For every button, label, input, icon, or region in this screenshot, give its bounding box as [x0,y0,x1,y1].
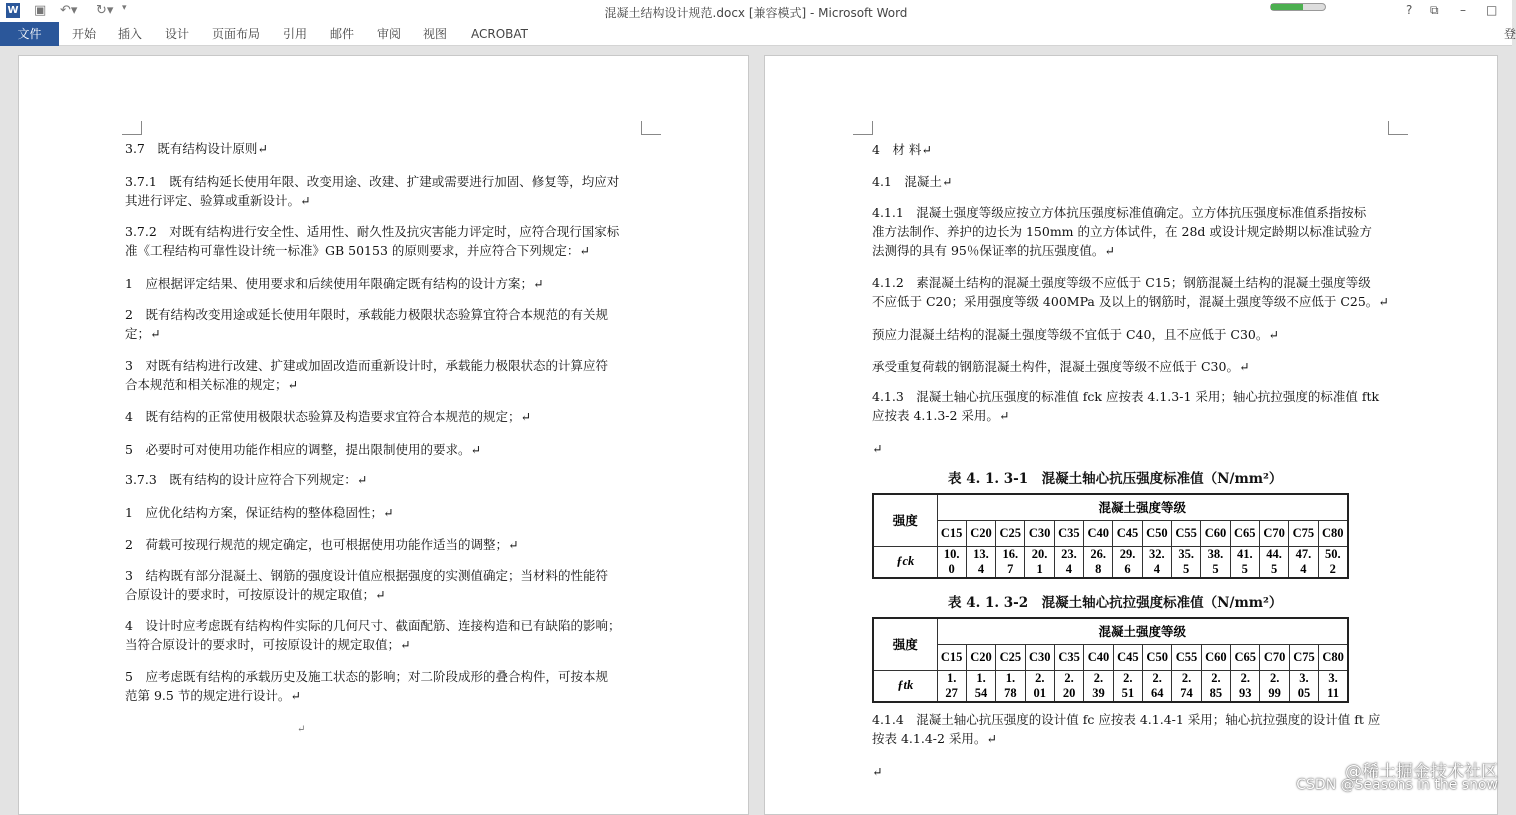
paragraph-line: 4 既有结构的正常使用极限状态验算及构造要求宜符合本规范的规定；↵ [125,409,531,424]
paragraph-line: 合原设计的要求时，可按原设计的规定取值；↵ [125,587,386,602]
paragraph-line: 不应低于 C20；采用强度等级 400MPa 及以上的钢筋时，混凝土强度等级不应低于 C25。↵ [872,294,1389,309]
grade-cell: C60 [1201,644,1230,670]
tab-file[interactable]: 文件 [0,22,59,46]
grade-cell: C30 [1025,644,1054,670]
paragraph-line: 准方法制作、养护的边长为 150mm 的立方体试件，在 28d 或设计规定龄期以标准试验方 [872,224,1372,239]
value-cell: 35. 5 [1172,546,1201,578]
value-cell: 32. 4 [1142,546,1171,578]
tab-design[interactable]: 设计 [165,27,190,41]
customize-qat-icon[interactable]: ▾ [122,3,127,13]
grade-cell: C40 [1084,520,1113,546]
grade-cell: C45 [1113,644,1142,670]
paragraph-line: 预应力混凝土结构的混凝土强度等级不宜低于 C40，且不应低于 C30。↵ [872,327,1279,342]
value-cell: 1. 27 [937,670,966,702]
grade-cell: C35 [1054,520,1083,546]
paragraph-line: 范第 9.5 节的规定进行设计。↵ [125,688,301,703]
watermark-csdn: CSDN @Seasons in the snow [1296,777,1498,793]
tab-insert[interactable]: 插入 [118,27,143,41]
grade-cell: C15 [937,644,966,670]
strength-table [872,493,1349,579]
paragraph-line: 4.1.3 混凝土轴心抗压强度的标准值 fck 应按表 4.1.3-1 采用；轴心抗拉强度的标准值 ftk [872,389,1380,404]
value-cell: 16. 7 [996,546,1025,578]
grade-cell: C40 [1084,644,1113,670]
group-header: 混凝土强度等级 [937,494,1348,520]
window-title: 混凝土结构设计规范.docx [兼容模式] - Microsoft Word [604,6,908,20]
value-cell: 10. 0 [937,546,966,578]
table-row [873,520,1348,546]
progress-bar [1270,3,1326,11]
value-cell: 2. 74 [1172,670,1201,702]
grade-cell: C75 [1289,644,1318,670]
paragraph-line: 1 应优化结构方案，保证结构的整体稳固性；↵ [125,505,394,520]
sign-in-link[interactable]: 登 [1504,27,1516,41]
grade-cell: C55 [1172,520,1201,546]
grade-cell: C70 [1260,644,1289,670]
value-cell: 2. 85 [1201,670,1230,702]
value-cell: 44. 5 [1259,546,1288,578]
paragraph-line: 1 应根据评定结果、使用要求和后续使用年限确定既有结构的设计方案；↵ [125,276,544,291]
paragraph-line: 准《工程结构可靠性设计统一标准》GB 50153 的原则要求，并应符合下列规定：↵ [125,243,590,258]
paragraph-line: 2 既有结构改变用途或延长使用年限时，承载能力极限状态验算宜符合本规范的有关规 [125,307,608,322]
value-cell: 2. 39 [1084,670,1113,702]
value-cell: 1. 78 [996,670,1025,702]
value-cell: 47. 4 [1289,546,1318,578]
value-cell: 26. 8 [1084,546,1113,578]
table-row [873,618,1348,644]
grade-cell: C35 [1054,644,1083,670]
value-cell: 2. 99 [1260,670,1289,702]
grade-cell: C60 [1201,520,1230,546]
watermark-juejin: @稀土掘金技术社区 [1345,762,1498,782]
minimize-button[interactable]: – [1460,3,1466,17]
grade-cell: C25 [996,520,1025,546]
value-cell: 41. 5 [1230,546,1259,578]
tab-home[interactable]: 开始 [72,27,97,41]
paragraph-line: 4.1.1 混凝土强度等级应按立方体抗压强度标准值确定。立方体抗压强度标准值系指按标 [872,205,1367,220]
table-caption: 表 4. 1. 3-2 混凝土轴心抗拉强度标准值（N/mm²） [948,595,1283,611]
paragraph-line: 4 设计时应考虑既有结构构件实际的几何尺寸、截面配筋、连接构造和已有缺陷的影响； [125,618,621,633]
value-cell: 29. 6 [1113,546,1142,578]
ribbon-display-button[interactable]: ⧉ [1430,3,1439,17]
grade-cell: C55 [1172,644,1201,670]
grade-cell: C15 [937,520,966,546]
paragraph-line: 3 对既有结构进行改建、扩建或加固改造而重新设计时，承载能力极限状态的计算应符 [125,358,608,373]
paragraph-line: 3.7.3 既有结构的设计应符合下列规定：↵ [125,472,368,487]
paragraph-line: 4 材 料↵ [872,142,932,157]
value-cell: 13. 4 [966,546,995,578]
paragraph-line: 当符合原设计的要求时，可按原设计的规定取值；↵ [125,637,411,652]
paragraph-line: 3 结构既有部分混凝土、钢筋的强度设计值应根据强度的实测值确定；当材料的性能符 [125,568,608,583]
tab-acrobat[interactable]: ACROBAT [471,27,528,41]
grade-cell: C50 [1142,520,1171,546]
paragraph-line: 应按表 4.1.3-2 采用。↵ [872,408,1010,423]
paragraph-line: ↵ [872,764,883,779]
row-header: 强度 [873,494,937,546]
value-cell: 2. 93 [1231,670,1260,702]
grade-cell: C65 [1231,644,1260,670]
paragraph-line: 5 必要时可对使用功能作相应的调整，提出限制使用的要求。↵ [125,442,481,457]
paragraph-line: 4.1.4 混凝土轴心抗压强度的设计值 fc 应按表 4.1.4-1 采用；轴心抗拉强度的设计值 ft 应 [872,712,1381,727]
paragraph-line: 合本规范和相关标准的规定；↵ [125,377,298,392]
grade-cell: C30 [1025,520,1054,546]
value-cell: 3. 11 [1319,670,1348,702]
paragraph-line: 定；↵ [125,326,161,341]
value-cell: 20. 1 [1025,546,1054,578]
value-cell: 50. 2 [1318,546,1348,578]
table-row [873,494,1348,520]
paragraph-line: ↵ [872,441,883,456]
table-row [873,670,1348,702]
grade-cell: C75 [1289,520,1318,546]
grade-cell: C25 [996,644,1025,670]
tab-mailings[interactable]: 邮件 [330,27,355,41]
value-cell: 3. 05 [1289,670,1318,702]
paragraph-line: 承受重复荷载的钢筋混凝土构件，混凝土强度等级不应低于 C30。↵ [872,359,1250,374]
paragraph-line: 2 荷载可按现行规范的规定确定，也可根据使用功能作适当的调整；↵ [125,537,519,552]
help-button[interactable]: ? [1406,3,1413,17]
paragraph-line: 3.7.1 既有结构延长使用年限、改变用途、改建、扩建或需要进行加固、修复等，均应对 [125,174,620,189]
tab-view[interactable]: 视图 [423,27,448,41]
paragraph-line: 4.1 混凝土↵ [872,174,953,189]
redo-icon[interactable]: ↻▾ [96,3,114,18]
paragraph-line: 按表 4.1.4-2 采用。↵ [872,731,997,746]
table-row [873,644,1348,670]
value-cell: 23. 4 [1054,546,1083,578]
maximize-button[interactable]: □ [1486,3,1498,17]
grade-cell: C45 [1113,520,1142,546]
grade-cell: C20 [966,520,995,546]
symbol-cell: ƒtk [873,670,937,702]
paragraph-line: 3.7.2 对既有结构进行安全性、适用性、耐久性及抗灾害能力评定时，应符合现行国家标 [125,224,620,239]
word-app-icon: W [7,5,19,16]
grade-cell: C20 [966,644,995,670]
table-row [873,546,1348,578]
paragraph-line: 其进行评定、验算或重新设计。↵ [125,193,311,208]
tab-review[interactable]: 审阅 [377,27,402,41]
value-cell: 2. 01 [1025,670,1054,702]
strength-table [872,617,1349,703]
save-icon[interactable]: ▣ [34,3,47,18]
grade-cell: C80 [1319,644,1348,670]
paragraph-line: 5 应考虑既有结构的承载历史及施工状态的影响；对二阶段成形的叠合构件，可按本规 [125,669,608,684]
undo-icon[interactable]: ↶▾ [60,3,78,18]
tab-layout[interactable]: 页面布局 [212,27,261,41]
paragraph-line: 3.7 既有结构设计原则↵ [125,141,268,156]
value-cell: 2. 64 [1143,670,1172,702]
tab-references[interactable]: 引用 [283,27,308,41]
paragraph-line: 4.1.2 素混凝土结构的混凝土强度等级不应低于 C15；钢筋混凝土结构的混凝土强度等级 [872,275,1371,290]
group-header: 混凝土强度等级 [937,618,1348,644]
symbol-cell: ƒck [873,546,937,578]
title-bar [0,0,1512,22]
value-cell: 38. 5 [1201,546,1230,578]
grade-cell: C80 [1318,520,1348,546]
value-cell: 2. 51 [1113,670,1142,702]
paragraph-mark: ↵ [297,724,306,735]
grade-cell: C70 [1259,520,1288,546]
grade-cell: C65 [1230,520,1259,546]
paragraph-line: 法测得的具有 95％保证率的抗压强度值。↵ [872,243,1115,258]
ribbon-tabs [0,22,1516,46]
row-header: 强度 [873,618,937,670]
value-cell: 2. 20 [1054,670,1083,702]
value-cell: 1. 54 [966,670,995,702]
grade-cell: C50 [1143,644,1172,670]
table-caption: 表 4. 1. 3-1 混凝土轴心抗压强度标准值（N/mm²） [948,471,1283,487]
